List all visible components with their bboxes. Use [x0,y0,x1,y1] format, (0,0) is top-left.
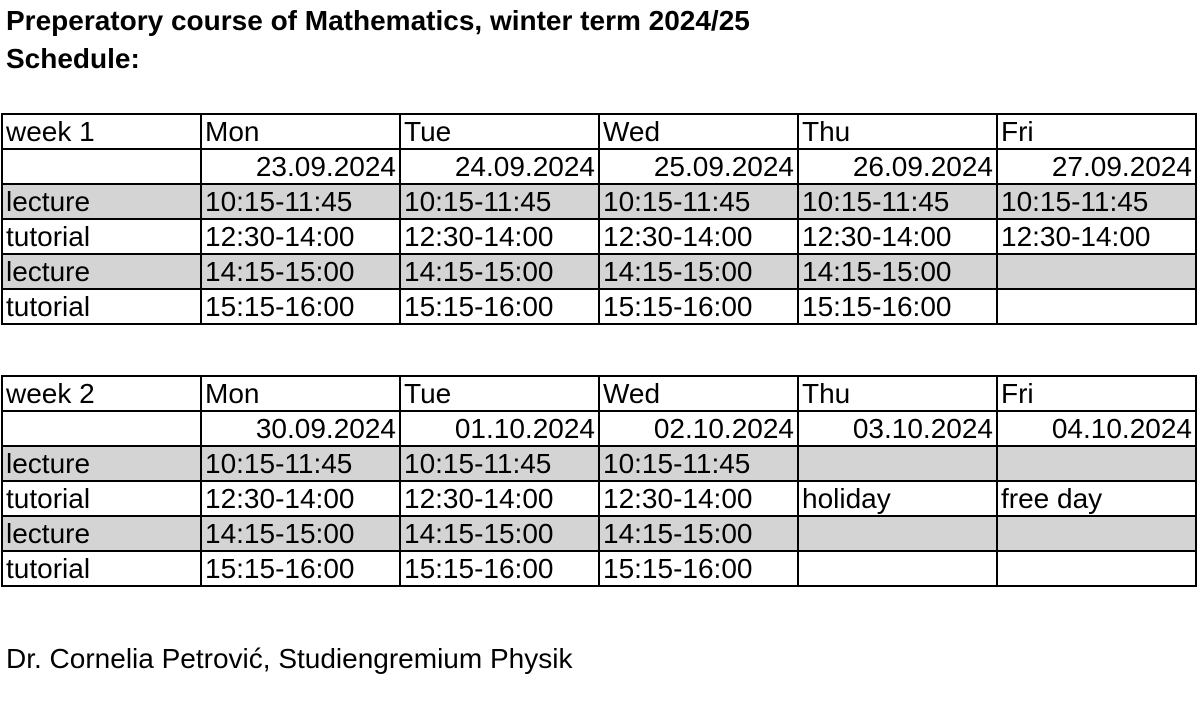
time-cell: 12:30-14:00 [201,219,400,254]
time-cell: 10:15-11:45 [599,184,798,219]
day-header-thu: Thu [798,114,997,149]
time-cell: 12:30-14:00 [599,481,798,516]
footer-author: Dr. Cornelia Petrović, Studiengremium Physik [6,643,573,674]
time-cell: 14:15-15:00 [201,254,400,289]
schedule-table-week-1 [1,113,1197,325]
week-label: week 2 [2,376,201,411]
table-header-row [2,376,1196,411]
day-header-fri: Fri [997,376,1196,411]
date-cell: 23.09.2024 [201,149,400,184]
time-cell: 12:30-14:00 [997,219,1196,254]
time-cell: 14:15-15:00 [798,254,997,289]
date-cell: 25.09.2024 [599,149,798,184]
row-type-label: lecture [2,254,201,289]
table-row-lecture [2,254,1196,289]
time-cell: 15:15-16:00 [599,289,798,324]
table-row-tutorial [2,481,1196,516]
time-cell: holiday [798,481,997,516]
row-type-label: tutorial [2,219,201,254]
time-cell: 12:30-14:00 [798,219,997,254]
day-header-mon: Mon [201,114,400,149]
day-header-mon: Mon [201,376,400,411]
table-row-tutorial [2,289,1196,324]
day-header-tue: Tue [400,114,599,149]
time-cell [997,551,1196,586]
time-cell [798,446,997,481]
row-type-label: tutorial [2,289,201,324]
table-row-tutorial [2,551,1196,586]
date-cell: 27.09.2024 [997,149,1196,184]
date-cell: 04.10.2024 [997,411,1196,446]
time-cell: 15:15-16:00 [400,551,599,586]
date-row [2,411,1196,446]
date-cell: 01.10.2024 [400,411,599,446]
row-type-label: tutorial [2,481,201,516]
time-cell [997,254,1196,289]
table-row-lecture [2,516,1196,551]
time-cell: 12:30-14:00 [400,481,599,516]
table-row-tutorial [2,219,1196,254]
day-header-wed: Wed [599,376,798,411]
time-cell [997,446,1196,481]
time-cell: 12:30-14:00 [599,219,798,254]
time-cell: 15:15-16:00 [798,289,997,324]
day-header-thu: Thu [798,376,997,411]
date-row [2,149,1196,184]
date-cell: 26.09.2024 [798,149,997,184]
day-header-tue: Tue [400,376,599,411]
time-cell: 10:15-11:45 [997,184,1196,219]
time-cell: 10:15-11:45 [400,184,599,219]
row-type-label: lecture [2,184,201,219]
time-cell: 12:30-14:00 [201,481,400,516]
time-cell: 10:15-11:45 [400,446,599,481]
time-cell [997,516,1196,551]
date-cell: 02.10.2024 [599,411,798,446]
row-type-label: lecture [2,446,201,481]
day-header-fri: Fri [997,114,1196,149]
time-cell [798,516,997,551]
time-cell: 12:30-14:00 [400,219,599,254]
time-cell: 14:15-15:00 [201,516,400,551]
page-title: Preperatory course of Mathematics, winter term 2024/25 [6,5,750,36]
day-header-wed: Wed [599,114,798,149]
date-cell: 24.09.2024 [400,149,599,184]
time-cell: 10:15-11:45 [201,184,400,219]
time-cell: 10:15-11:45 [798,184,997,219]
time-cell: 15:15-16:00 [201,289,400,324]
time-cell: 14:15-15:00 [599,516,798,551]
time-cell: 15:15-16:00 [599,551,798,586]
time-cell: 10:15-11:45 [599,446,798,481]
date-cell: 03.10.2024 [798,411,997,446]
document-title-block [6,2,750,78]
row-type-label: lecture [2,516,201,551]
schedule-table-week-2 [1,375,1197,587]
time-cell: 14:15-15:00 [400,254,599,289]
time-cell: 14:15-15:00 [599,254,798,289]
empty-cell [2,411,201,446]
table-row-lecture [2,184,1196,219]
time-cell [997,289,1196,324]
empty-cell [2,149,201,184]
row-type-label: tutorial [2,551,201,586]
table-header-row [2,114,1196,149]
page-subtitle: Schedule: [6,43,140,74]
date-cell: 30.09.2024 [201,411,400,446]
table-row-lecture [2,446,1196,481]
week-label: week 1 [2,114,201,149]
time-cell: 15:15-16:00 [201,551,400,586]
time-cell [798,551,997,586]
time-cell: 14:15-15:00 [400,516,599,551]
time-cell: 10:15-11:45 [201,446,400,481]
time-cell: free day [997,481,1196,516]
time-cell: 15:15-16:00 [400,289,599,324]
